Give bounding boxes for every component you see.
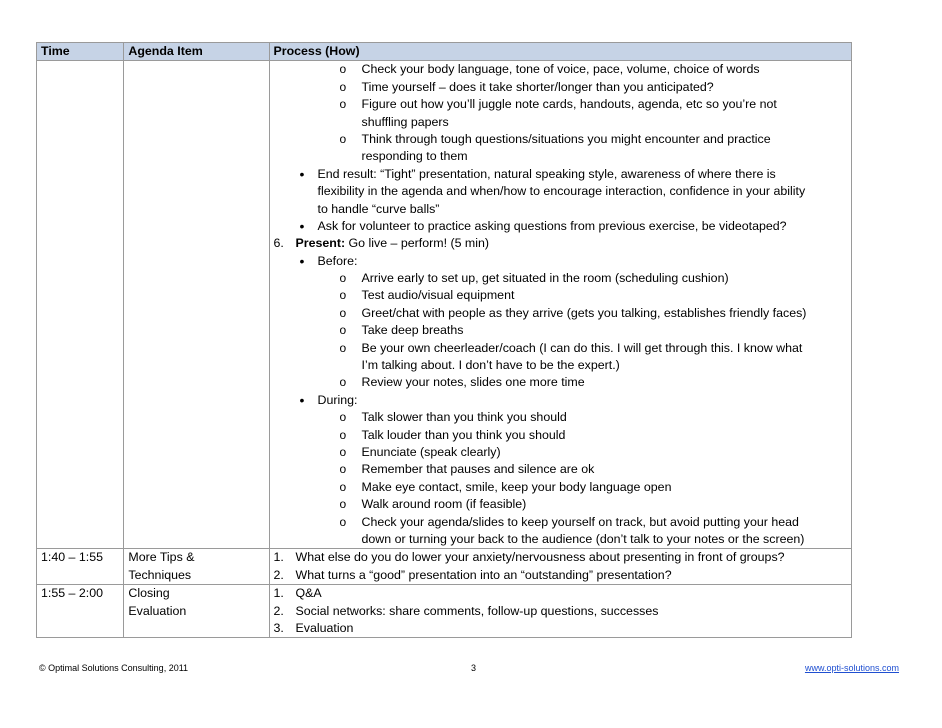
sub-bullet-item (274, 479, 848, 496)
sub-bullet-item (274, 496, 848, 513)
item-text: What else do you do lower your anxiety/nervousness about presenting in front of groups? (295, 550, 785, 565)
circle-bullet-icon: o (339, 497, 347, 512)
time-cell: 1:55 – 2:00 (37, 585, 124, 638)
numbered-item (274, 585, 848, 602)
circle-bullet-icon: o (339, 410, 347, 425)
agenda-cell (124, 585, 269, 638)
circle-bullet-icon: o (339, 131, 347, 146)
item-text: Take deep breaths (361, 323, 464, 338)
sub-bullet-item (274, 79, 848, 96)
circle-bullet-icon: o (339, 62, 347, 77)
header-process: Process (How) (269, 43, 852, 61)
item-text: Ask for volunteer to practice asking questions from previous exercise, be videotaped? (317, 218, 787, 233)
agenda-line: Closing (128, 586, 170, 601)
header-agenda-item: Agenda Item (124, 43, 269, 61)
agenda-table (36, 42, 852, 638)
item-text: to handle “curve balls” (317, 201, 440, 216)
time-cell: 1:40 – 1:55 (37, 549, 124, 585)
bullet-icon: • (299, 217, 305, 234)
item-text: Walk around room (if feasible) (361, 497, 527, 512)
item-text: End result: “Tight” presentation, natural speaking style, awareness of where there is (317, 166, 776, 181)
bullet-item (274, 253, 848, 270)
sub-bullet-item (274, 305, 848, 322)
sub-bullet-item (274, 340, 848, 357)
page-number: 3 (471, 663, 477, 673)
numbered-item (274, 235, 848, 252)
circle-bullet-icon: o (339, 97, 347, 112)
item-text: Before: (317, 253, 358, 268)
circle-bullet-icon: o (339, 462, 347, 477)
copyright-text: © Optimal Solutions Consulting, 2011 (39, 663, 189, 673)
item-number: 1. (273, 586, 284, 601)
circle-bullet-icon: o (339, 375, 347, 390)
item-text: responding to them (361, 149, 468, 164)
agenda-line: Techniques (128, 567, 192, 582)
item-text: I’m talking about. I don’t have to be the expert.) (361, 358, 620, 373)
circle-bullet-icon: o (339, 445, 347, 459)
table-row (37, 549, 852, 585)
numbered-item (274, 549, 848, 566)
sub-bullet-continuation (274, 114, 848, 131)
sub-bullet-item (274, 427, 848, 444)
circle-bullet-icon: o (339, 271, 347, 286)
sub-bullet-item (274, 322, 848, 339)
item-text: Time yourself – does it take shorter/longer than you anticipated? (361, 79, 714, 94)
sub-bullet-item (274, 374, 848, 391)
item-text: Make eye contact, smile, keep your body language open (361, 479, 672, 494)
item-text: Check your agenda/slides to keep yourself on track, but avoid putting your head (361, 514, 799, 529)
bullet-icon: • (299, 391, 305, 408)
agenda-cell (124, 61, 269, 549)
circle-bullet-icon: o (339, 340, 347, 355)
sub-bullet-continuation (274, 357, 848, 374)
item-text: Remember that pauses and silence are ok (361, 462, 595, 477)
circle-bullet-icon: o (339, 427, 347, 442)
agenda-line: More Tips & (128, 550, 195, 565)
website-link[interactable]: www.opti-solutions.com (804, 663, 899, 673)
circle-bullet-icon: o (339, 305, 347, 320)
circle-bullet-icon: o (339, 323, 347, 338)
time-cell (37, 61, 124, 549)
table-row (37, 61, 852, 549)
item-text: Be your own cheerleader/coach (I can do this. I will get through this. I know what (361, 340, 803, 355)
process-cell (269, 549, 852, 585)
circle-bullet-icon: o (339, 514, 347, 529)
numbered-item (274, 567, 848, 584)
circle-bullet-icon: o (339, 479, 347, 494)
item-text: What turns a “good” presentation into an “outstanding” presentation? (295, 567, 672, 582)
bullet-item (274, 166, 848, 183)
item-text: Arrive early to set up, get situated in the room (scheduling cushion) (361, 271, 729, 286)
sub-bullet-item (274, 287, 848, 304)
sub-bullet-item (274, 409, 848, 426)
table-header-row (37, 43, 852, 61)
item-text: During: (317, 392, 358, 407)
item-bold-label: Present: (295, 236, 346, 251)
item-text: Q&A (295, 586, 322, 601)
item-text: Figure out how you’ll juggle note cards, handouts, agenda, etc so you’re not (361, 97, 777, 112)
bullet-item (274, 218, 848, 235)
item-text: Talk slower than you think you should (361, 410, 567, 425)
sub-bullet-continuation (274, 148, 848, 165)
agenda-line: Evaluation (128, 603, 187, 618)
process-cell (269, 585, 852, 638)
sub-bullet-item (274, 96, 848, 113)
item-text: Social networks: share comments, follow-up questions, successes (295, 603, 659, 618)
item-text: Talk louder than you think you should (361, 427, 566, 442)
agenda-cell (124, 549, 269, 585)
bullet-continuation (274, 183, 848, 200)
item-text: down or turning your back to the audience (don’t talk to your notes or the screen) (361, 531, 805, 546)
item-number: 1. (273, 550, 284, 565)
sub-bullet-item (274, 131, 848, 148)
sub-bullet-item (274, 444, 848, 461)
item-text (274, 236, 490, 250)
bullet-item (274, 392, 848, 409)
circle-bullet-icon: o (339, 288, 347, 303)
numbered-item (274, 620, 848, 637)
header-time: Time (37, 43, 124, 61)
numbered-item (274, 603, 848, 620)
sub-bullet-item (274, 61, 848, 78)
sub-bullet-item (274, 461, 848, 478)
bullet-icon: • (299, 252, 305, 269)
table-row (37, 585, 852, 638)
item-text: Review your notes, slides one more time (361, 375, 585, 390)
sub-bullet-continuation (274, 531, 848, 548)
item-text: Check your body language, tone of voice, pace, volume, choice of words (361, 62, 760, 77)
item-text: Test audio/visual equipment (361, 288, 515, 303)
item-text: Evaluation (295, 620, 354, 635)
item-number: 2. (273, 603, 284, 618)
item-text: Greet/chat with people as they arrive (gets you talking, establishes friendly faces) (361, 305, 807, 320)
item-text: Enunciate (speak clearly) (361, 445, 501, 459)
item-number: 2. (273, 567, 284, 582)
item-text-rest: Go live – perform! (5 min) (345, 236, 490, 251)
item-text: shuffling papers (361, 114, 449, 129)
process-cell (269, 61, 852, 549)
sub-bullet-item (274, 514, 848, 531)
item-number: 6. (273, 236, 284, 251)
sub-bullet-item (274, 270, 848, 287)
item-text: Think through tough questions/situations you might encounter and practice (361, 131, 771, 146)
bullet-icon: • (299, 165, 305, 182)
item-text: flexibility in the agenda and when/how to encourage interaction, confidence in your ability (317, 184, 806, 199)
circle-bullet-icon: o (339, 79, 347, 94)
bullet-continuation (274, 201, 848, 218)
item-number: 3. (273, 620, 284, 635)
